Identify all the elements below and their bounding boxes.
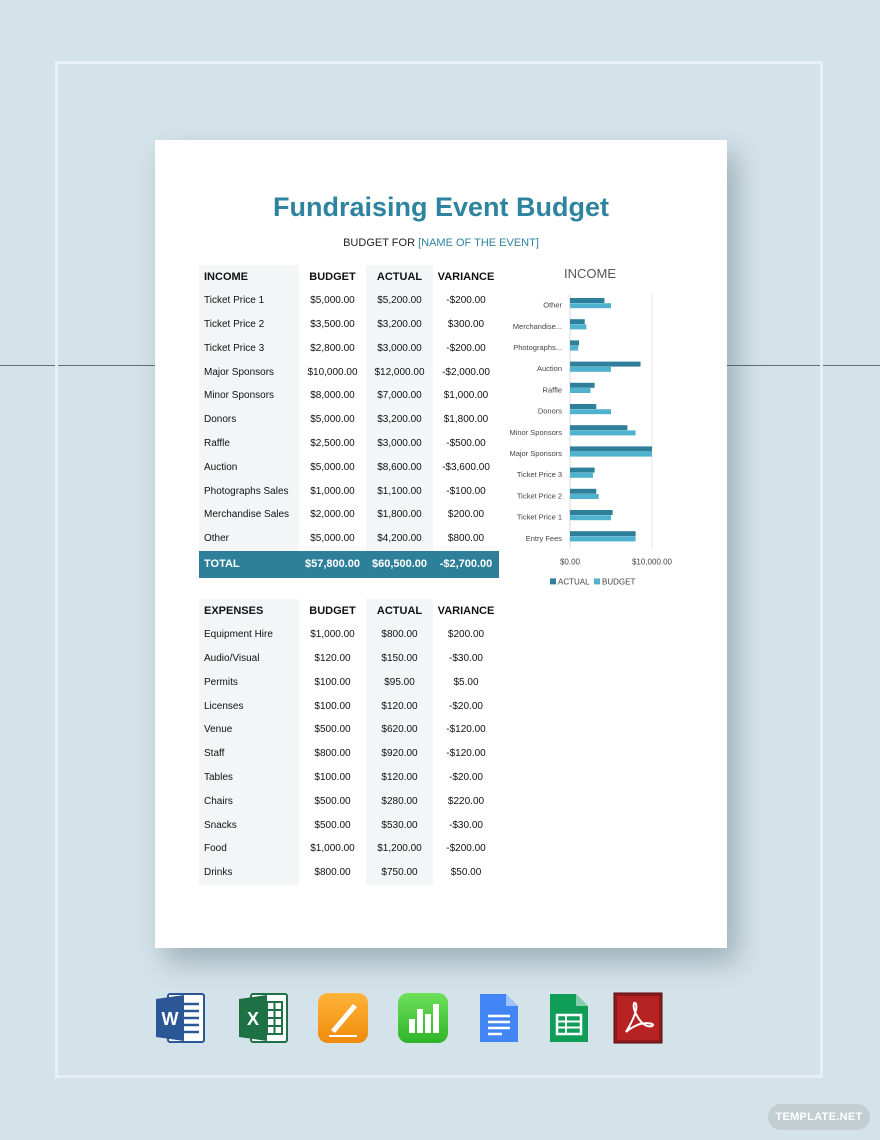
expenses-rows xyxy=(199,623,499,885)
template-net-watermark: TEMPLATE.NET xyxy=(768,1104,870,1130)
expense-category-cell: Food xyxy=(199,837,299,861)
expense-category-cell: Drinks xyxy=(199,861,299,885)
expense-row xyxy=(199,837,499,861)
income-budget-cell: $5,000.00 xyxy=(310,533,355,545)
expense-category-cell: Audio/Visual xyxy=(199,647,299,671)
total-budget: $57,800.00 xyxy=(299,551,366,578)
expenses-header-actual: ACTUAL xyxy=(366,599,433,623)
income-actual-cell: $3,000.00 xyxy=(366,336,433,360)
income-header-row xyxy=(199,265,499,289)
income-actual-cell: $4,200.00 xyxy=(366,527,433,551)
income-variance-cell: -$200.00 xyxy=(446,295,486,307)
chart-bar-actual xyxy=(570,340,579,345)
expense-budget-cell: $500.00 xyxy=(314,724,351,736)
expense-category-cell: Equipment Hire xyxy=(199,623,299,647)
chart-bar-actual xyxy=(570,446,652,451)
income-category-cell: Ticket Price 2 xyxy=(199,313,299,337)
income-budget-cell: $3,500.00 xyxy=(310,318,355,330)
chart-bar-actual xyxy=(570,404,596,409)
expense-budget-cell: $1,000.00 xyxy=(310,843,355,855)
income-rows xyxy=(199,289,499,551)
income-header-budget: BUDGET xyxy=(309,270,356,283)
income-budget-cell: $2,500.00 xyxy=(310,437,355,449)
income-header-variance: VARIANCE xyxy=(437,270,495,283)
chart-category-label: Donors xyxy=(537,406,562,416)
legend-swatch-actual xyxy=(550,578,556,584)
expense-budget-cell: $500.00 xyxy=(314,795,351,807)
expense-variance-cell: -$120.00 xyxy=(446,724,486,736)
svg-text:W: W xyxy=(161,1009,179,1029)
chart-bar-budget xyxy=(570,346,578,351)
expense-actual-cell: $920.00 xyxy=(366,742,433,766)
expense-actual-cell: $530.00 xyxy=(366,813,433,837)
income-chart xyxy=(495,258,705,598)
expense-category-cell: Tables xyxy=(199,766,299,790)
income-row xyxy=(199,408,499,432)
chart-category-label: Merchandise... xyxy=(512,321,562,331)
income-row xyxy=(199,360,499,384)
expenses-header-category: EXPENSES xyxy=(199,599,299,623)
chart-category-label: Major Sponsors xyxy=(509,449,562,458)
income-category-cell: Merchandise Sales xyxy=(199,503,299,527)
income-variance-cell: $800.00 xyxy=(447,533,485,545)
income-category-cell: Auction xyxy=(199,455,299,479)
document-subtitle xyxy=(155,237,727,249)
income-header-category: INCOME xyxy=(199,265,299,289)
income-budget-cell: $5,000.00 xyxy=(310,461,355,473)
income-category-cell: Raffle xyxy=(199,432,299,456)
income-actual-cell: $7,000.00 xyxy=(366,384,433,408)
event-name-placeholder: [NAME OF THE EVENT] xyxy=(418,237,539,249)
income-variance-cell: -$3,600.00 xyxy=(442,461,490,473)
expense-variance-cell: -$30.00 xyxy=(449,819,483,831)
income-total-row xyxy=(199,551,499,578)
income-variance-cell: $1,000.00 xyxy=(443,390,489,402)
google-sheets-icon[interactable] xyxy=(542,992,594,1044)
chart-bar-actual xyxy=(570,489,596,494)
expense-variance-cell: -$20.00 xyxy=(449,700,483,712)
income-budget-cell: $5,000.00 xyxy=(310,295,355,307)
document-title: Fundraising Event Budget xyxy=(272,192,609,222)
expense-row xyxy=(199,861,499,885)
expense-budget-cell: $800.00 xyxy=(314,867,351,879)
income-variance-cell: $200.00 xyxy=(447,509,485,521)
expense-variance-cell: -$200.00 xyxy=(446,843,486,855)
chart-tick-label: $10,000.00 xyxy=(631,557,673,567)
income-row xyxy=(199,527,499,551)
expense-actual-cell: $1,200.00 xyxy=(366,837,433,861)
chart-bar-budget xyxy=(570,388,591,393)
income-category-cell: Ticket Price 3 xyxy=(199,336,299,360)
chart-bar-budget xyxy=(570,303,611,308)
expense-category-cell: Chairs xyxy=(199,789,299,813)
expense-actual-cell: $750.00 xyxy=(366,861,433,885)
chart-category-label: Photographs... xyxy=(513,343,562,352)
income-category-cell: Donors xyxy=(199,408,299,432)
expense-row xyxy=(199,694,499,718)
subtitle-prefix: BUDGET FOR xyxy=(343,237,416,249)
chart-bar-budget xyxy=(570,494,599,499)
income-actual-cell: $1,100.00 xyxy=(366,479,433,503)
chart-title: INCOME xyxy=(564,266,616,281)
expense-row xyxy=(199,766,499,790)
income-budget-cell: $8,000.00 xyxy=(310,390,355,402)
expense-row xyxy=(199,813,499,837)
total-label: TOTAL xyxy=(199,551,299,578)
expense-variance-cell: $5.00 xyxy=(453,676,479,688)
expense-budget-cell: $120.00 xyxy=(314,652,351,664)
income-table xyxy=(199,265,499,578)
income-budget-cell: $1,000.00 xyxy=(310,485,355,497)
income-category-cell: Minor Sponsors xyxy=(199,384,299,408)
expense-category-cell: Staff xyxy=(199,742,299,766)
expenses-header-row xyxy=(199,599,499,623)
expense-row xyxy=(199,742,499,766)
expense-row xyxy=(199,670,499,694)
word-icon[interactable] xyxy=(154,992,206,1044)
expense-category-cell: Venue xyxy=(199,718,299,742)
income-actual-cell: $12,000.00 xyxy=(366,360,433,384)
expense-actual-cell: $120.00 xyxy=(366,766,433,790)
expense-category-cell: Permits xyxy=(199,670,299,694)
chart-category-label: Ticket Price 3 xyxy=(516,470,562,480)
expense-actual-cell: $150.00 xyxy=(366,647,433,671)
document-page xyxy=(155,140,727,948)
chart-bar-budget xyxy=(570,452,652,457)
expense-budget-cell: $100.00 xyxy=(314,700,351,712)
expense-row xyxy=(199,789,499,813)
income-actual-cell: $5,200.00 xyxy=(366,289,433,313)
expense-budget-cell: $800.00 xyxy=(314,748,351,760)
income-category-cell: Ticket Price 1 xyxy=(199,289,299,313)
chart-bar-budget xyxy=(570,409,611,414)
chart-category-label: Entry Fees xyxy=(525,533,562,543)
chart-category-label: Minor Sponsors xyxy=(509,427,562,437)
chart-bar-actual xyxy=(570,531,636,536)
income-variance-cell: -$500.00 xyxy=(446,437,486,449)
chart-bar-budget xyxy=(570,473,593,478)
expense-budget-cell: $100.00 xyxy=(314,676,351,688)
expense-actual-cell: $120.00 xyxy=(366,694,433,718)
income-actual-cell: $3,200.00 xyxy=(366,313,433,337)
google-docs-icon[interactable] xyxy=(472,992,524,1044)
expense-variance-cell: -$120.00 xyxy=(446,748,486,760)
total-actual: $60,500.00 xyxy=(366,551,433,578)
income-variance-cell: -$2,000.00 xyxy=(442,366,490,378)
expense-budget-cell: $100.00 xyxy=(314,771,351,783)
chart-category-label: Raffle xyxy=(542,385,562,395)
income-budget-cell: $10,000.00 xyxy=(307,366,358,378)
income-actual-cell: $3,000.00 xyxy=(366,432,433,456)
chart-category-label: Auction xyxy=(536,364,562,374)
expense-budget-cell: $500.00 xyxy=(314,819,351,831)
income-row xyxy=(199,432,499,456)
income-category-cell: Photographs Sales xyxy=(199,479,299,503)
income-actual-cell: $3,200.00 xyxy=(366,408,433,432)
expense-row xyxy=(199,623,499,647)
legend-swatch-budget xyxy=(594,578,600,584)
expense-budget-cell: $1,000.00 xyxy=(310,629,355,641)
chart-bar-budget xyxy=(570,515,611,520)
expense-variance-cell: -$30.00 xyxy=(449,652,483,664)
expenses-table xyxy=(199,599,499,885)
income-row xyxy=(199,384,499,408)
chart-category-label: Ticket Price 1 xyxy=(516,512,562,522)
expense-row xyxy=(199,718,499,742)
income-category-cell: Other xyxy=(199,527,299,551)
chart-bar-actual xyxy=(570,383,595,388)
chart-bar-actual xyxy=(570,362,641,367)
income-actual-cell: $1,800.00 xyxy=(366,503,433,527)
legend-label-actual: ACTUAL xyxy=(558,577,590,587)
expense-actual-cell: $800.00 xyxy=(366,623,433,647)
expense-variance-cell: $50.00 xyxy=(450,867,482,879)
chart-bar-budget xyxy=(570,324,586,329)
chart-bar-budget xyxy=(570,536,636,541)
income-row xyxy=(199,313,499,337)
chart-category-label: Ticket Price 2 xyxy=(516,491,562,501)
income-variance-cell: $300.00 xyxy=(447,318,485,330)
income-category-cell: Major Sponsors xyxy=(199,360,299,384)
chart-bar-budget xyxy=(570,367,611,372)
income-budget-cell: $5,000.00 xyxy=(310,414,355,426)
income-row xyxy=(199,336,499,360)
expense-row xyxy=(199,647,499,671)
income-row xyxy=(199,503,499,527)
expense-variance-cell: -$20.00 xyxy=(449,771,483,783)
chart-bar-actual xyxy=(570,468,595,473)
income-variance-cell: -$100.00 xyxy=(446,485,486,497)
income-budget-cell: $2,800.00 xyxy=(310,342,355,354)
expenses-header-variance: VARIANCE xyxy=(437,604,495,617)
expense-actual-cell: $95.00 xyxy=(366,670,433,694)
chart-bar-actual xyxy=(570,510,613,515)
pages-icon[interactable] xyxy=(317,992,369,1044)
total-variance: -$2,700.00 xyxy=(433,551,499,578)
chart-bar-actual xyxy=(570,319,585,324)
expenses-header-budget: BUDGET xyxy=(309,604,356,617)
legend-label-budget: BUDGET xyxy=(602,577,636,587)
chart-bar-actual xyxy=(570,298,604,303)
svg-text:X: X xyxy=(246,1009,260,1029)
expense-actual-cell: $280.00 xyxy=(366,789,433,813)
chart-category-label: Other xyxy=(543,300,562,310)
expense-category-cell: Snacks xyxy=(199,813,299,837)
expense-variance-cell: $220.00 xyxy=(447,795,485,807)
expense-variance-cell: $200.00 xyxy=(447,629,485,641)
expense-actual-cell: $620.00 xyxy=(366,718,433,742)
income-variance-cell: $1,800.00 xyxy=(443,414,489,426)
income-header-actual: ACTUAL xyxy=(366,265,433,289)
numbers-icon[interactable] xyxy=(397,992,449,1044)
income-row xyxy=(199,289,499,313)
income-row xyxy=(199,455,499,479)
pdf-icon[interactable] xyxy=(612,992,664,1044)
chart-tick-label: $0.00 xyxy=(559,557,581,567)
chart-bar-actual xyxy=(570,425,627,430)
income-row xyxy=(199,479,499,503)
expense-category-cell: Licenses xyxy=(199,694,299,718)
excel-icon[interactable] xyxy=(237,992,289,1044)
income-budget-cell: $2,000.00 xyxy=(310,509,355,521)
income-variance-cell: -$200.00 xyxy=(446,342,486,354)
chart-bar-budget xyxy=(570,430,636,435)
income-actual-cell: $8,600.00 xyxy=(366,455,433,479)
